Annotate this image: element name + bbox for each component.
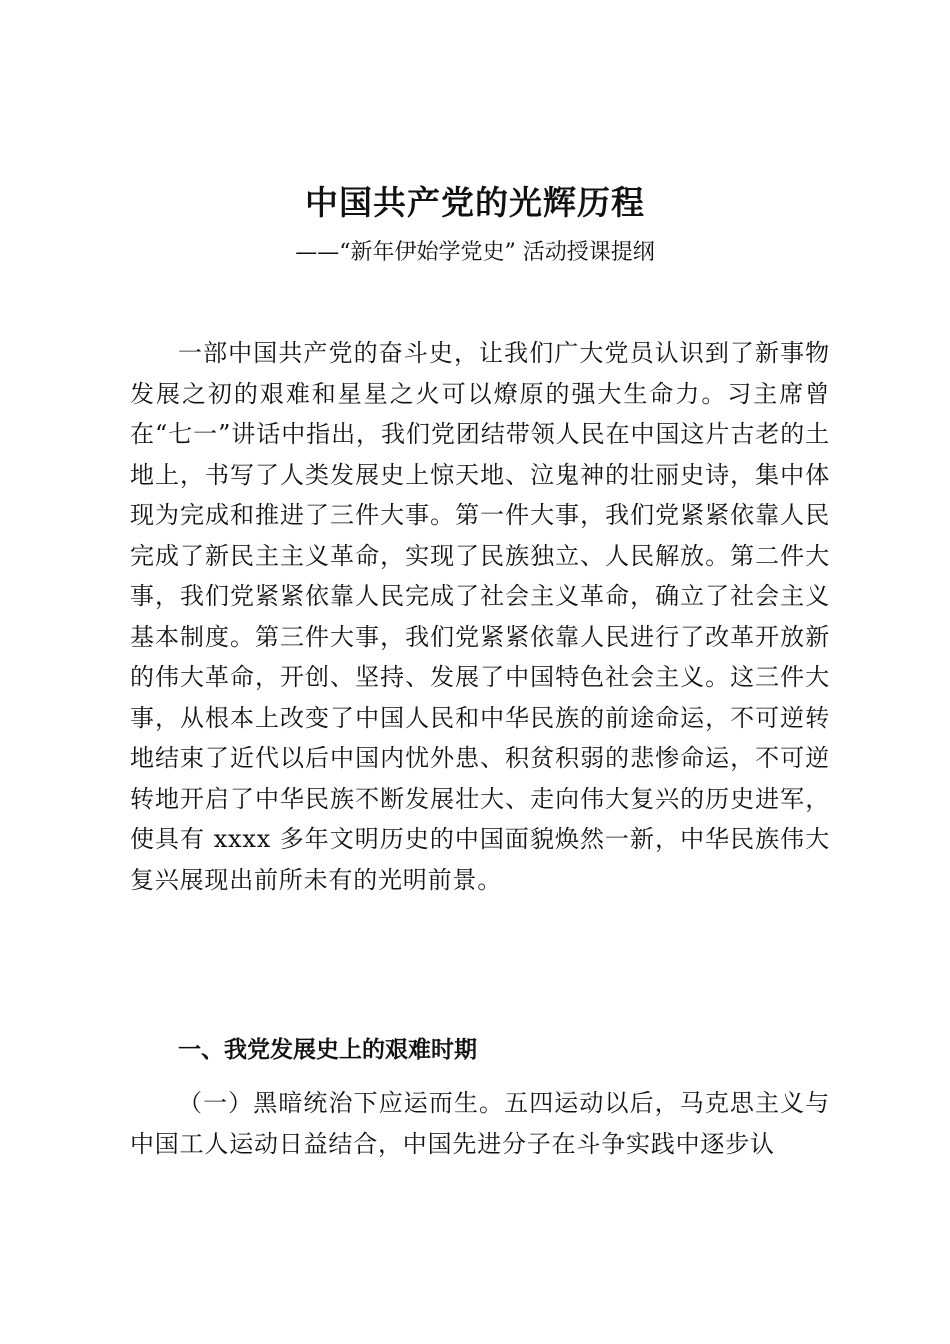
document-subtitle: ——“新年伊始学党史” 活动授课提纲 xyxy=(295,240,655,265)
section-1-paragraph: （一）黑暗统治下应运而生。五四运动以后，马克思主义与中国工人运动日益结合，中国先进分子在斗争实践中逐步认 xyxy=(130,1089,830,1158)
intro-paragraph: 一部中国共产党的奋斗史，让我们广大党员认识到了新事物发展之初的艰难和星星之火可以燎原的强大生命力。习主席曾在“七一”讲话中指出，我们党团结带领人民在中国这片古老的土地上，书写了人类发展史上惊天地、泣鬼神的壮丽史诗，集中体现为完成和推进了三件大事。第一件大事，我们党紧紧依靠人民完成了新民主主义革命，实现了民族独立、人民解放。第二件大事，我们党紧紧依靠人民完成了社会主义革命，确立了社会主义基本制度。第三件大事，我们党紧紧依靠人民进行了改革开放新的伟大革命，开创、坚持、发展了中国特色社会主义。这三件大事，从根本上改变了中国人民和中华民族的前途命运，不可逆转地结束了近代以后中国内忧外患、积贫积弱的悲惨命运，不可逆转地开启了中华民族不断发展壮大、走向伟大复兴的历史进军，使具有 xxxx 多年文明历史的中国面貌焕然一新，中华民族伟大复兴展现出前所未有的光明前景。 xyxy=(130,339,830,894)
document-title: 中国共产党的光辉历程 xyxy=(305,183,645,222)
section-1-heading: 一、我党发展史上的艰难时期 xyxy=(178,1037,477,1063)
